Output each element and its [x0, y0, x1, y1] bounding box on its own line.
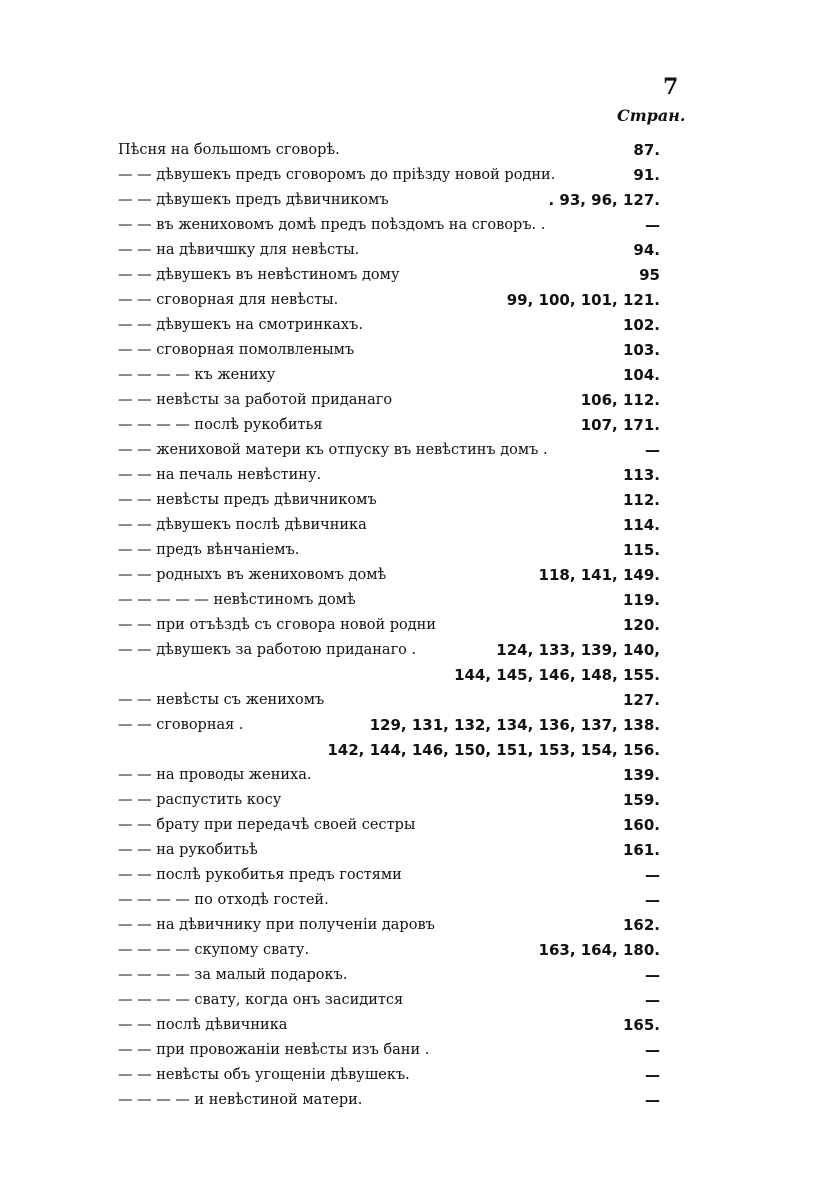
- toc-entry: [0, 1038, 660, 1062]
- toc-entry-title: — — дѣвушекъ предъ сговоромъ до пріѣзду новой родни.: [118, 167, 556, 183]
- toc-entry-pages: . 93, 96, 127.: [548, 191, 660, 209]
- toc-entry-pages: 87.: [633, 141, 660, 159]
- toc-entry-title: — — на проводы жениха.: [118, 767, 312, 783]
- toc-entry-title: — — дѣвушекъ послѣ дѣвичника: [118, 517, 367, 533]
- toc-entry-pages: 103.: [622, 341, 660, 359]
- toc-entry-pages: 159.: [622, 791, 660, 809]
- toc-entry: [0, 588, 660, 612]
- toc-entry-pages: 91.: [633, 166, 660, 184]
- toc-entry-pages: 163, 164, 180.: [538, 941, 660, 959]
- toc-entry-title: — — брату при передачѣ своей сестры: [118, 817, 416, 833]
- toc-entry: [0, 1088, 660, 1112]
- toc-entry: [0, 613, 660, 637]
- toc-entry-title: — — — — и невѣстиной матери.: [118, 1092, 363, 1108]
- toc-entry: [0, 1013, 660, 1037]
- toc-entry-pages: —: [645, 1066, 660, 1084]
- toc-entry-pages: 165.: [622, 1016, 660, 1034]
- toc-entry-title: — — — — послѣ рукобитья: [118, 417, 323, 433]
- toc-entry: [0, 563, 660, 587]
- toc-entry: [0, 388, 660, 412]
- toc-entry: [0, 1063, 660, 1087]
- toc-entry-title: — — на дѣвичшку для невѣсты.: [118, 242, 360, 258]
- toc-entry: [0, 863, 660, 887]
- toc-entry: [0, 463, 660, 487]
- toc-entry: [0, 913, 660, 937]
- toc-entry: [0, 288, 660, 312]
- toc-entry-title: — — дѣвушекъ въ невѣстиномъ дому: [118, 267, 400, 283]
- toc-entry-pages: —: [645, 216, 660, 234]
- toc-entry: [0, 138, 660, 162]
- page-number: 7: [663, 74, 679, 100]
- toc-entry-pages: 112.: [622, 491, 660, 509]
- toc-entry: [0, 813, 660, 837]
- toc-entry-title: — — — — свату, когда онъ засидится: [118, 992, 404, 1008]
- toc-entry-pages: 124, 133, 139, 140,: [496, 641, 660, 659]
- toc-entry: [0, 163, 660, 187]
- toc-entry-title: — — дѣвушекъ за работою приданаго .: [118, 642, 417, 658]
- toc-entry-pages: 142, 144, 146, 150, 151, 153, 154, 156.: [327, 741, 660, 759]
- toc-entry-title: — — — — за малый подарокъ.: [118, 967, 348, 983]
- toc-entry: [0, 488, 660, 512]
- page-column-header: Стран.: [617, 106, 686, 125]
- toc-entry-title: — — распустить косу: [118, 792, 282, 808]
- toc-entry-pages: —: [645, 866, 660, 884]
- toc-entry-title: — — — — — невѣстиномъ домѣ: [118, 592, 356, 608]
- toc-entry: [0, 963, 660, 987]
- toc-entry-title: — — жениховой матери къ отпуску въ невѣстинъ домъ .: [118, 442, 548, 458]
- toc-entry-pages: 129, 131, 132, 134, 136, 137, 138.: [369, 716, 660, 734]
- toc-entry-pages: 161.: [622, 841, 660, 859]
- toc-entry-title: — — послѣ дѣвичника: [118, 1017, 288, 1033]
- toc-entry-title: — — сговорная для невѣсты.: [118, 292, 339, 308]
- toc-entry: [0, 988, 660, 1012]
- toc-entry-title: — — послѣ рукобитья предъ гостями: [118, 867, 402, 883]
- toc-entry-pages: 127.: [622, 691, 660, 709]
- toc-entry: [0, 838, 660, 862]
- toc-entry-title: — — на дѣвичнику при полученіи даровъ: [118, 917, 435, 933]
- toc-entry-title: — — на рукобитьѣ: [118, 842, 258, 858]
- toc-entry-pages: —: [645, 1041, 660, 1059]
- toc-entry-title: — — дѣвушекъ предъ дѣвичникомъ: [118, 192, 389, 208]
- toc-entry-title: — — — — скупому свату.: [118, 942, 310, 958]
- toc-entry-pages: 95: [639, 266, 660, 284]
- toc-entry-pages: 139.: [622, 766, 660, 784]
- toc-entry: [0, 788, 660, 812]
- toc-entry-title: — — на печаль невѣстину.: [118, 467, 322, 483]
- toc-entry-title: Пѣсня на большомъ сговорѣ.: [118, 142, 340, 158]
- toc-entry: [0, 663, 660, 687]
- toc-entry-title: — — дѣвушекъ на смотринкахъ.: [118, 317, 363, 333]
- toc-entry-pages: 115.: [622, 541, 660, 559]
- toc-entry: [0, 438, 660, 462]
- toc-entry-pages: —: [645, 991, 660, 1009]
- toc-entry-title: — — при отъѣздѣ съ сговора новой родни: [118, 617, 437, 633]
- toc-entry-pages: 114.: [622, 516, 660, 534]
- toc-entry-title: — — — — къ жениху: [118, 367, 276, 383]
- toc-entry-title: — — предъ вѣнчаніемъ.: [118, 542, 300, 558]
- toc-entry-pages: 104.: [622, 366, 660, 384]
- toc-entry-pages: —: [645, 966, 660, 984]
- toc-entry-pages: 119.: [622, 591, 660, 609]
- toc-entry: [0, 213, 660, 237]
- toc-entry-pages: 120.: [622, 616, 660, 634]
- toc-entry-pages: 160.: [622, 816, 660, 834]
- toc-entry: [0, 713, 660, 737]
- toc-entry-pages: 118, 141, 149.: [538, 566, 660, 584]
- toc-entry-title: — — сговорная помолвленымъ: [118, 342, 355, 358]
- toc-entry: [0, 938, 660, 962]
- toc-entry-title: — — невѣсты объ угощеніи дѣвушекъ.: [118, 1067, 410, 1083]
- toc-entry: [0, 538, 660, 562]
- toc-entry: [0, 338, 660, 362]
- toc-entry-pages: 94.: [633, 241, 660, 259]
- toc-entry: [0, 413, 660, 437]
- toc-entry: [0, 688, 660, 712]
- toc-entry-pages: 99, 100, 101, 121.: [506, 291, 660, 309]
- toc-entry-pages: 106, 112.: [580, 391, 660, 409]
- toc-entry-title: — — невѣсты за работой приданаго: [118, 392, 393, 408]
- toc-entry: [0, 263, 660, 287]
- toc-entry: [0, 763, 660, 787]
- toc-entry-pages: 113.: [622, 466, 660, 484]
- toc-entry-pages: 162.: [622, 916, 660, 934]
- toc-entry-pages: —: [645, 441, 660, 459]
- toc-entry-pages: —: [645, 891, 660, 909]
- toc-entry: [0, 313, 660, 337]
- toc-entry-title: — — сговорная .: [118, 717, 244, 733]
- toc-entry: [0, 513, 660, 537]
- toc-entry: [0, 738, 660, 762]
- toc-entry-title: — — родныхъ въ жениховомъ домѣ: [118, 567, 387, 583]
- toc-entry-pages: 102.: [622, 316, 660, 334]
- toc-entry-title: — — невѣсты съ женихомъ: [118, 692, 325, 708]
- toc-entry-pages: —: [645, 1091, 660, 1109]
- toc-entry-pages: 107, 171.: [580, 416, 660, 434]
- toc-entry-title: — — невѣсты предъ дѣвичникомъ: [118, 492, 377, 508]
- toc-entry: [0, 888, 660, 912]
- toc-entry: [0, 188, 660, 212]
- toc-entry-pages: 144, 145, 146, 148, 155.: [454, 666, 660, 684]
- toc-entry-title: — — въ жениховомъ домѣ предъ поѣздомъ на сговоръ. .: [118, 217, 546, 233]
- toc-entry-title: — — при провожаніи невѣсты изъ бани .: [118, 1042, 430, 1058]
- toc-entry: [0, 638, 660, 662]
- toc-entry: [0, 363, 660, 387]
- toc-entry-title: — — — — по отходѣ гостей.: [118, 892, 329, 908]
- toc-entry: [0, 238, 660, 262]
